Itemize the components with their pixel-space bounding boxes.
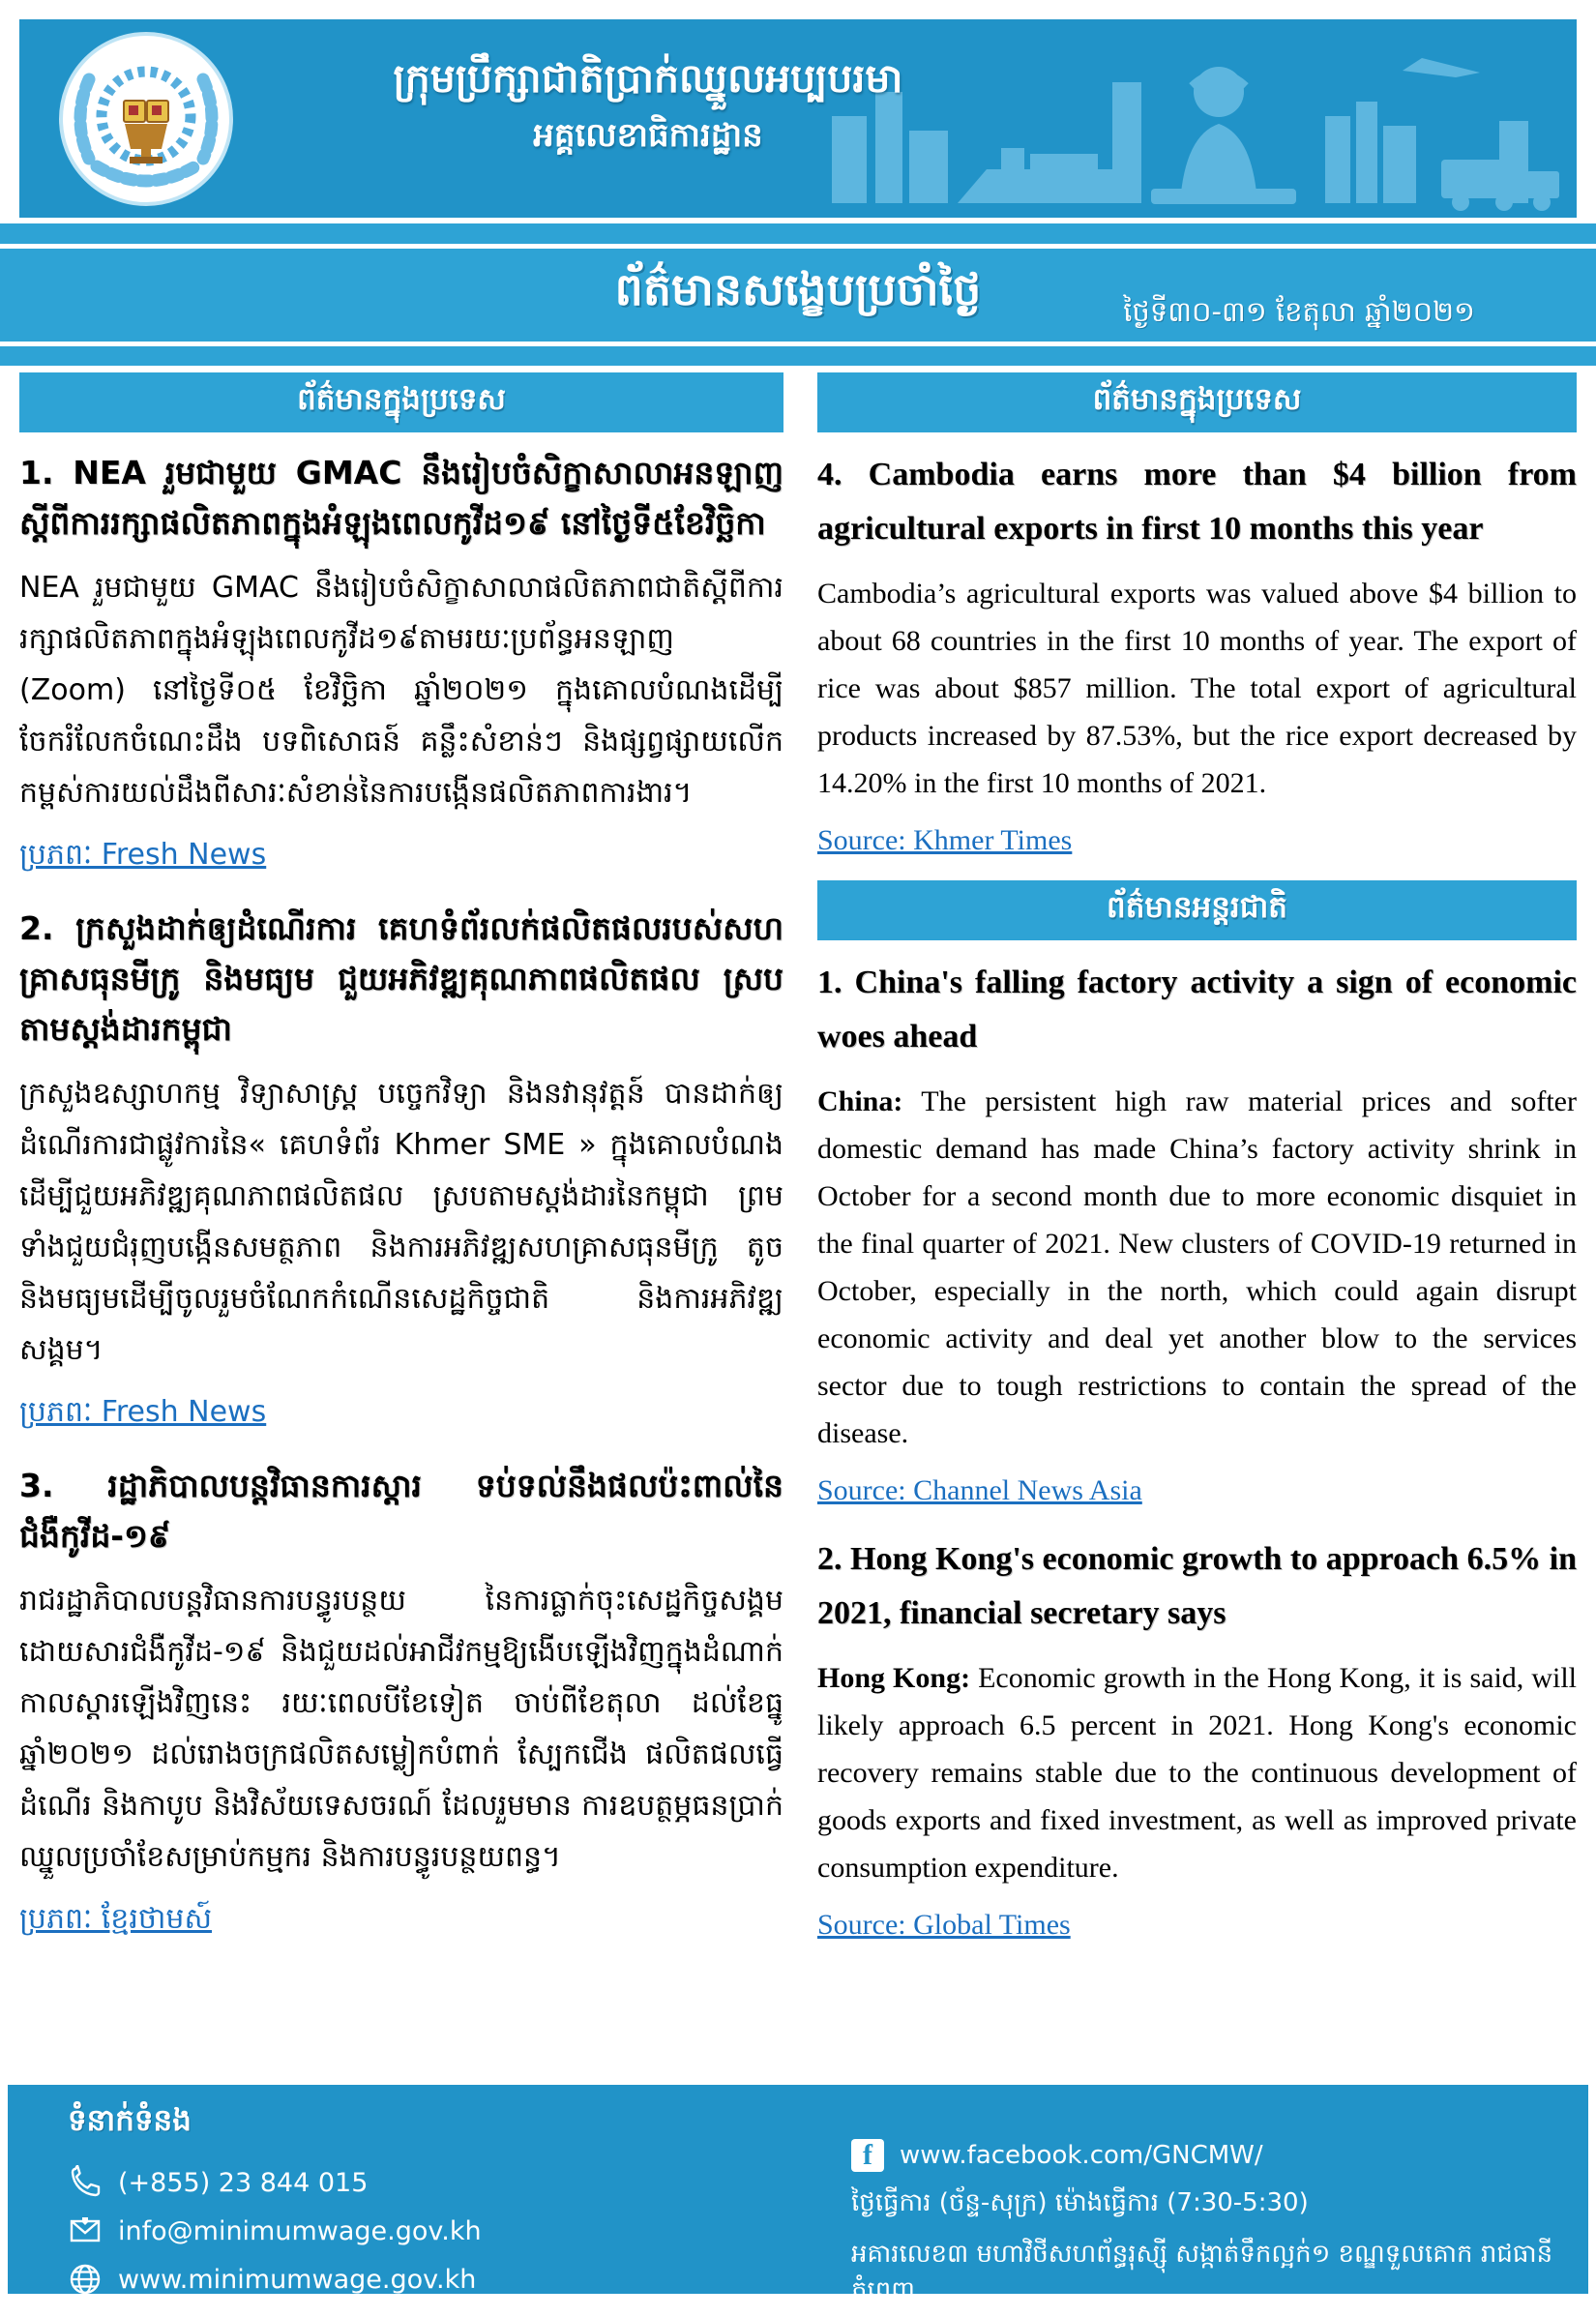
org-name-line2: អគ្គលេខាធិការដ្ឋាន — [533, 116, 763, 155]
left-column — [19, 372, 783, 1943]
email-icon — [68, 2213, 103, 2248]
footer-contact-heading: ទំនាក់ទំនង — [68, 2103, 192, 2138]
intl-article-2 — [817, 1532, 1577, 1942]
footer-contact-block — [68, 2102, 482, 2310]
article-1-body: NEA រួមជាមួយ GMAC នឹងរៀបចំសិក្ខាសាលាផលិតភាពជាតិស្តីពីការរក្សាផលិតភាពក្នុងអំឡុងពេលកូវីដ១៩តាមរយៈប្រព័ន្ធអនឡាញ (Zoom) នៅថ្ងៃទី០៥ ខែវិច្ឆិកា ឆ្នាំ២០២១ ក្នុងគោលបំណងដើម្បីចែករំលែកចំណេះដឹង បទពិសោធន៍ គន្លឹះសំខាន់ៗ និងផ្សព្វផ្សាយលើកកម្ពស់ការយល់ដឹងពីសារៈសំខាន់នៃការបង្កើនផលិតភាពការងារ។ — [19, 571, 783, 810]
article-3-headline: 3. រដ្ឋាភិបាលបន្តវិធានការស្តារ ទប់ទល់នឹងផលប៉ះពាល់នៃជំងឺកូវីដ-១៩ — [19, 1467, 783, 1555]
title-banner — [0, 249, 1596, 342]
globe-icon — [68, 2262, 103, 2297]
article-1-source-link[interactable]: ប្រភពៈ Fresh News — [19, 838, 267, 872]
intl-article-1-text: The persistent high raw material prices and softer domestic demand has made China’s factory activity shrink in October for a second month due to more economic disquiet in the final quarter of 2021. New clusters of COVID-19 returned in October, especially in the north, which could again disrupt economic activity and deal yet another blow to the services sector due to tough restrictions to contain the spread of the disease. — [817, 1085, 1577, 1449]
footer-phone: (+855) 23 844 015 — [118, 2167, 369, 2198]
section-header-domestic-right: ព័ត៌មានក្នុងប្រទេស — [817, 372, 1577, 432]
article-2-source-link[interactable]: ប្រភពៈ Fresh News — [19, 1395, 267, 1429]
facebook-icon: f — [851, 2139, 884, 2172]
intl-article-1-source-link[interactable]: Source: Channel News Asia — [817, 1474, 1142, 1506]
header — [19, 19, 1577, 218]
intl-article-1 — [817, 956, 1577, 1507]
footer-website-row[interactable] — [68, 2262, 482, 2297]
article-3-body: រាជរដ្ឋាភិបាលបន្តវិធានការបន្ធូរបន្ថយ នៃការធ្លាក់ចុះសេដ្ឋកិច្ចសង្គមដោយសារជំងឺកូវីដ-១៩ និងជួយដល់អាជីវកម្មឱ្យងើបឡើងវិញក្នុងដំណាក់កាលស្តារឡើងវិញនេះ រយៈពេលបីខែទៀត ចាប់ពីខែតុលា ដល់ខែធ្នូ ឆ្នាំ២០២១ ដល់រោងចក្រផលិតសម្លៀកបំពាក់ ស្បែកជើង ផលិតផលធ្វើដំណើរ និងកាបូប និងវិស័យទេសចរណ៍ ដែលរួមមាន ការឧបត្ថម្ភធនប្រាក់ឈ្នួលប្រចាំខែសម្រាប់កម្មករ និងការបន្ធូរបន្ថយពន្ធ។ — [19, 1584, 783, 1874]
section-header-domestic-left: ព័ត៌មានក្នុងប្រទេស — [19, 372, 783, 432]
article-1 — [19, 448, 783, 878]
intl-article-1-headline: 1. China's falling factory activity a sign of economic woes ahead — [817, 965, 1577, 1055]
article-4-body: Cambodia’s agricultural exports was valued above $4 billion to about 68 countries in the first 10 months of year. The export of rice was about $857 million. The total export of agricultural products increased by 87.53%, but the rice export decreased by 14.20% in the first 10 months of 2021. — [817, 578, 1577, 799]
footer-working-hours: ថ្ងៃធ្វើការ (ច័ន្ទ-សុក្រ) ម៉ោងធ្វើការ (7:30-5:30) — [851, 2188, 1309, 2217]
intl-article-2-text: Economic growth in the Hong Kong, it is said, will likely approach 6.5 percent in 2021. Hong Kong's economic recovery remains stable due to the continuous development of goods exports and fixed investment, as well as improved private consumption expenditure. — [817, 1662, 1577, 1884]
intl-article-1-body — [817, 1078, 1577, 1457]
footer-facebook: www.facebook.com/GNCMW/ — [900, 2141, 1263, 2170]
intl-article-2-lead: Hong Kong: — [817, 1662, 971, 1694]
banner-rule-bottom — [0, 346, 1596, 366]
article-3-source-link[interactable]: ប្រភពៈ ខ្មែរថាមស៍ — [19, 1902, 213, 1936]
org-name-line1: ក្រុមប្រឹក្សាជាតិប្រាក់ឈ្នួលអប្បបរមា — [393, 55, 903, 102]
phone-icon — [68, 2165, 103, 2200]
article-1-headline: 1. NEA រួមជាមួយ GMAC នឹងរៀបចំសិក្ខាសាលាអនឡាញ ស្តីពីការរក្សាផលិតភាពក្នុងអំឡុងពេលកូវីដ១៩ នៅថ្ងៃទី៥ខែវិច្ឆិកា — [19, 454, 783, 542]
org-name — [310, 48, 987, 163]
footer-facebook-row[interactable] — [851, 2139, 1588, 2172]
footer-email: info@minimumwage.gov.kh — [118, 2215, 482, 2246]
article-2-body: ក្រសួងឧស្សាហកម្ម វិទ្យាសាស្ត្រ បច្ចេកវិទ្យា និងនវានុវត្តន៍ បានដាក់ឲ្យដំណើរការជាផ្លូវការនៃ« គេហទំព័រ Khmer SME » ក្នុងគោលបំណងដើម្បីជួយអភិវឌ្ឍគុណភាពផលិតផល ស្របតាមស្តង់ដារនៃកម្ពុជា ព្រមទាំងជួយជំរុញបង្កើនសមត្ថភាព និងការអភិវឌ្ឍសហគ្រាសធុនមីក្រូ តូច និងមធ្យមដើម្បីចូលរួមចំណែកកំណើនសេដ្ឋកិច្ចជាតិ និងការអភិវឌ្ឍសង្គម។ — [19, 1077, 783, 1367]
footer-website: www.minimumwage.gov.kh — [118, 2264, 477, 2295]
footer-hours-row — [851, 2186, 1588, 2223]
footer-phone-row[interactable] — [68, 2165, 482, 2200]
intl-article-2-source-link[interactable]: Source: Global Times — [817, 1909, 1071, 1941]
intl-article-2-body — [817, 1654, 1577, 1891]
article-2 — [19, 904, 783, 1436]
article-2-headline: 2. ក្រសួងដាក់ឲ្យដំណើរការ គេហទំព័រលក់ផលិតផលរបស់សហគ្រាសធុនមីក្រូ និងមធ្យម ជួយអភិវឌ្ឍគុណភាពផលិតផល ស្របតាមស្តង់ដារកម្ពុជា — [19, 909, 783, 1048]
footer-social-block — [851, 2139, 1588, 2317]
newsletter-title: ព័ត៌មានសង្ខេបប្រចាំថ្ងៃ — [614, 263, 982, 315]
intl-article-1-lead: China: — [817, 1085, 903, 1117]
section-header-international: ព័ត៌មានអន្តរជាតិ — [817, 880, 1577, 940]
article-4-headline: 4. Cambodia earns more than $4 billion from agricultural exports in first 10 months this year — [817, 457, 1577, 547]
footer-address: អគារលេខ៣ មហាវិថីសហព័ន្ធរុស្ស៊ី សង្កាត់ទឹកល្អក់១ ខណ្ឌទួលគោក រាជធានីភ្នំពេញ — [851, 2240, 1553, 2305]
intl-article-2-headline: 2. Hong Kong's economic growth to approach 6.5% in 2021, financial secretary says — [817, 1541, 1577, 1631]
org-logo — [58, 31, 234, 207]
article-3 — [19, 1461, 783, 1943]
footer-address-row — [851, 2238, 1588, 2311]
right-column — [817, 372, 1577, 1942]
newsletter-date: ថ្ងៃទី៣០-៣១ ខែតុលា ឆ្នាំ២០២១ — [1123, 295, 1475, 328]
article-4-source-link[interactable]: Source: Khmer Times — [817, 824, 1073, 856]
banner-rule-top — [0, 223, 1596, 244]
footer — [8, 2085, 1588, 2305]
footer-email-row[interactable] — [68, 2213, 482, 2248]
article-4 — [817, 448, 1577, 857]
